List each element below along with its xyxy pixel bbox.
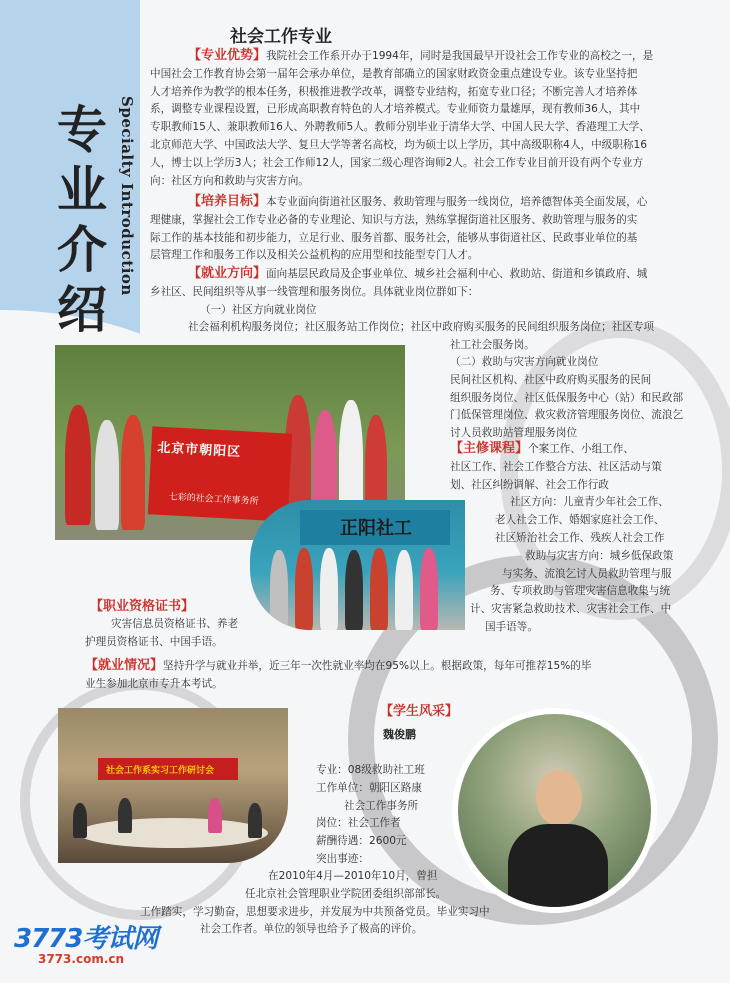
text-line: 薪酬待遇：2600元 — [316, 835, 407, 848]
text-line: 北京师范大学、中国政法大学、复旦大学等著名高校，均为硕士以上学历，其中高级职称4人，中级职称16 — [150, 138, 647, 151]
text-line: 民间社区机构、社区中政府购买服务的民间 — [450, 373, 652, 386]
text-line: 层管理工作和服务工作以及相关公益机构的应用型和技能型专门人才。 — [150, 249, 479, 262]
text-line: 门低保管理岗位、救灾救济管理服务岗位、流浪乞 — [450, 409, 684, 422]
meeting-banner-text: 社会工作系实习工作研讨会 — [106, 766, 215, 776]
section-relief-direction — [450, 354, 720, 443]
side-title-char: 介 — [57, 220, 107, 279]
section-heading: 【专业优势】 — [188, 48, 267, 63]
text-line: 向：社区方向和救助与灾害方向。 — [150, 174, 309, 187]
sub-heading: （二）救助与灾害方向就业岗位 — [450, 356, 599, 368]
text-line: 划、社区纠纷调解、社会工作行政 — [450, 478, 609, 491]
text-line: 本专业面向街道社区服务、救助管理与服务一线岗位，培养德智体美全面发展，心 — [266, 196, 648, 208]
section-certificate — [85, 598, 260, 651]
photo-banner — [148, 426, 292, 521]
side-title-char: 专 — [57, 100, 107, 159]
student-story — [110, 868, 490, 939]
student-portrait — [452, 708, 657, 913]
section-heading: 【职业资格证书】 — [90, 599, 195, 614]
text-line: 组织服务岗位、社区低保服务中心（站）和民政部 — [450, 391, 684, 404]
text-line: 社区矫治社会工作、残疾人社会工作 — [495, 531, 665, 544]
text-line: 社区工作、社会工作整合方法、社区活动与策 — [450, 460, 662, 473]
section-heading: 【就业情况】 — [85, 658, 164, 673]
text-line: 社会工作者。单位的领导也给予了极高的评价。 — [200, 923, 423, 936]
text-line: 个案工作、小组工作、 — [528, 443, 634, 455]
section-employment-status — [85, 657, 725, 694]
student-heading: 【学生风采】 — [380, 704, 459, 719]
section-advantage — [150, 47, 720, 190]
meeting-photo — [58, 708, 288, 863]
text-line: 面向基层民政局及企事业单位、城乡社会福利中心、救助站、街道和乡镇政府、城 — [266, 268, 648, 280]
footer-url[interactable]: 3773.com.cn — [38, 952, 125, 966]
text-line: 岗位：社会工作者 — [316, 817, 401, 830]
text-line: 理健康，掌握社会工作专业必备的专业理论、知识与方法，熟练掌握街道社区服务、救助管理与服务的实 — [150, 213, 638, 226]
banner-title: 北京市朝阳区 — [156, 440, 242, 461]
side-title-english: Specialty Introduction — [118, 96, 136, 296]
side-title — [52, 100, 112, 340]
text-line: 专职教师15人、兼职教师16人、外聘教师5人。教师分别毕业于清华大学、中国人民大学、香港理工大学、 — [150, 121, 650, 134]
section-goal — [150, 193, 720, 265]
side-title-char: 业 — [57, 160, 107, 219]
text-line: 乡社区、民间组织等从事一线管理和服务岗位。具体就业岗位群如下： — [150, 285, 479, 298]
section-employment-direction — [150, 265, 720, 355]
text-line: 中国社会工作教育协会第一届年会承办单位，是教育部确立的国家财政资金重点建设专业。该专业坚持把 — [150, 67, 638, 80]
text-line: 社区方向：儿童青少年社会工作、 — [510, 496, 669, 509]
side-title-char: 绍 — [57, 280, 107, 339]
text-line: 社工社会服务岗。 — [450, 339, 535, 352]
footer-logo[interactable]: 3773考试网 — [14, 924, 158, 954]
text-line: 人，博士以上学历3人；社会工作师12人，国家二级心理咨询师2人。社会工作专业目前开设有两个专业方 — [150, 156, 644, 169]
meeting-table — [78, 818, 268, 848]
text-line: 系，调整专业课程设置，已形成高职教育特色的人才培养模式。专业师资力量雄厚，现有教师36人，其中 — [150, 103, 641, 116]
text-line: 护理员资格证书、中国手语。 — [85, 635, 223, 648]
text-line: 人才培养作为教学的根本任务，积极推进教学改革，调整专业结构，拓宽专业口径；不断完善人才培养体 — [150, 85, 638, 98]
section-heading: 【就业方向】 — [188, 266, 267, 281]
text-line: 社会福利机构服务岗位；社区服务站工作岗位；社区中政府购买服务的民间组织服务岗位；社区专项 — [188, 321, 655, 334]
portrait-face — [536, 770, 582, 826]
student-name: 魏俊鹏 — [383, 728, 416, 741]
text-line: 我院社会工作系开办于1994年，同时是我国最早开设社会工作专业的高校之一，是 — [266, 50, 654, 62]
text-line: 计、灾害紧急救助技术、灾害社会工作、中 — [470, 603, 672, 616]
text-line: 国手语等。 — [485, 620, 538, 633]
student-info — [316, 762, 466, 869]
text-line: 工作踏实，学习勤奋，思想要求进步，并发展为中共预备党员。毕业实习中 — [140, 905, 490, 918]
text-line: 与实务、流浪乞讨人员救助管理与服 — [502, 567, 672, 580]
team-photo — [250, 500, 465, 630]
text-line: 灾害信息员资格证书、养老 — [111, 617, 239, 630]
text-line: 救助与灾害方向：城乡低保政策 — [525, 549, 674, 562]
text-line: 社会工作事务所 — [344, 799, 419, 812]
text-line: 在2010年4月—2010年10月，曾担 — [268, 870, 438, 882]
text-line: 专业：08级救助社工班 — [316, 764, 425, 776]
text-line: 任北京社会管理职业学院团委组织部部长。 — [245, 887, 447, 900]
text-line: 工作单位：朝阳区路康 — [316, 781, 422, 794]
portrait-body — [508, 824, 608, 913]
text-line: 际工作的基本技能和初步能力，立足行业、服务首都、服务社会，能够从事街道社区、民政事业单位的基 — [150, 231, 638, 244]
text-line: 业生参加北京市专升本考试。 — [85, 677, 223, 690]
section-heading: 【培养目标】 — [188, 194, 267, 209]
text-line: 讨人员救助站管理服务岗位 — [450, 427, 578, 440]
banner-subtitle: 七彩的社会工作事务所 — [168, 492, 259, 508]
section-courses — [450, 440, 720, 637]
text-line: 老人社会工作、婚姻家庭社会工作、 — [495, 514, 665, 527]
page-title: 社会工作专业 — [230, 27, 332, 47]
section-heading: 【主修课程】 — [450, 441, 529, 456]
sub-heading: （一）社区方向就业岗位 — [200, 303, 317, 316]
text-line: 务、专项救助与管理灾害信息收集与统 — [490, 585, 671, 598]
sign-text: 正阳社工 — [340, 518, 412, 539]
text-line: 坚持升学与就业并举，近三年一次性就业率均在95%以上。根据政策，每年可推荐15%的毕 — [163, 660, 592, 672]
text-line: 突出事迹： — [316, 852, 369, 865]
